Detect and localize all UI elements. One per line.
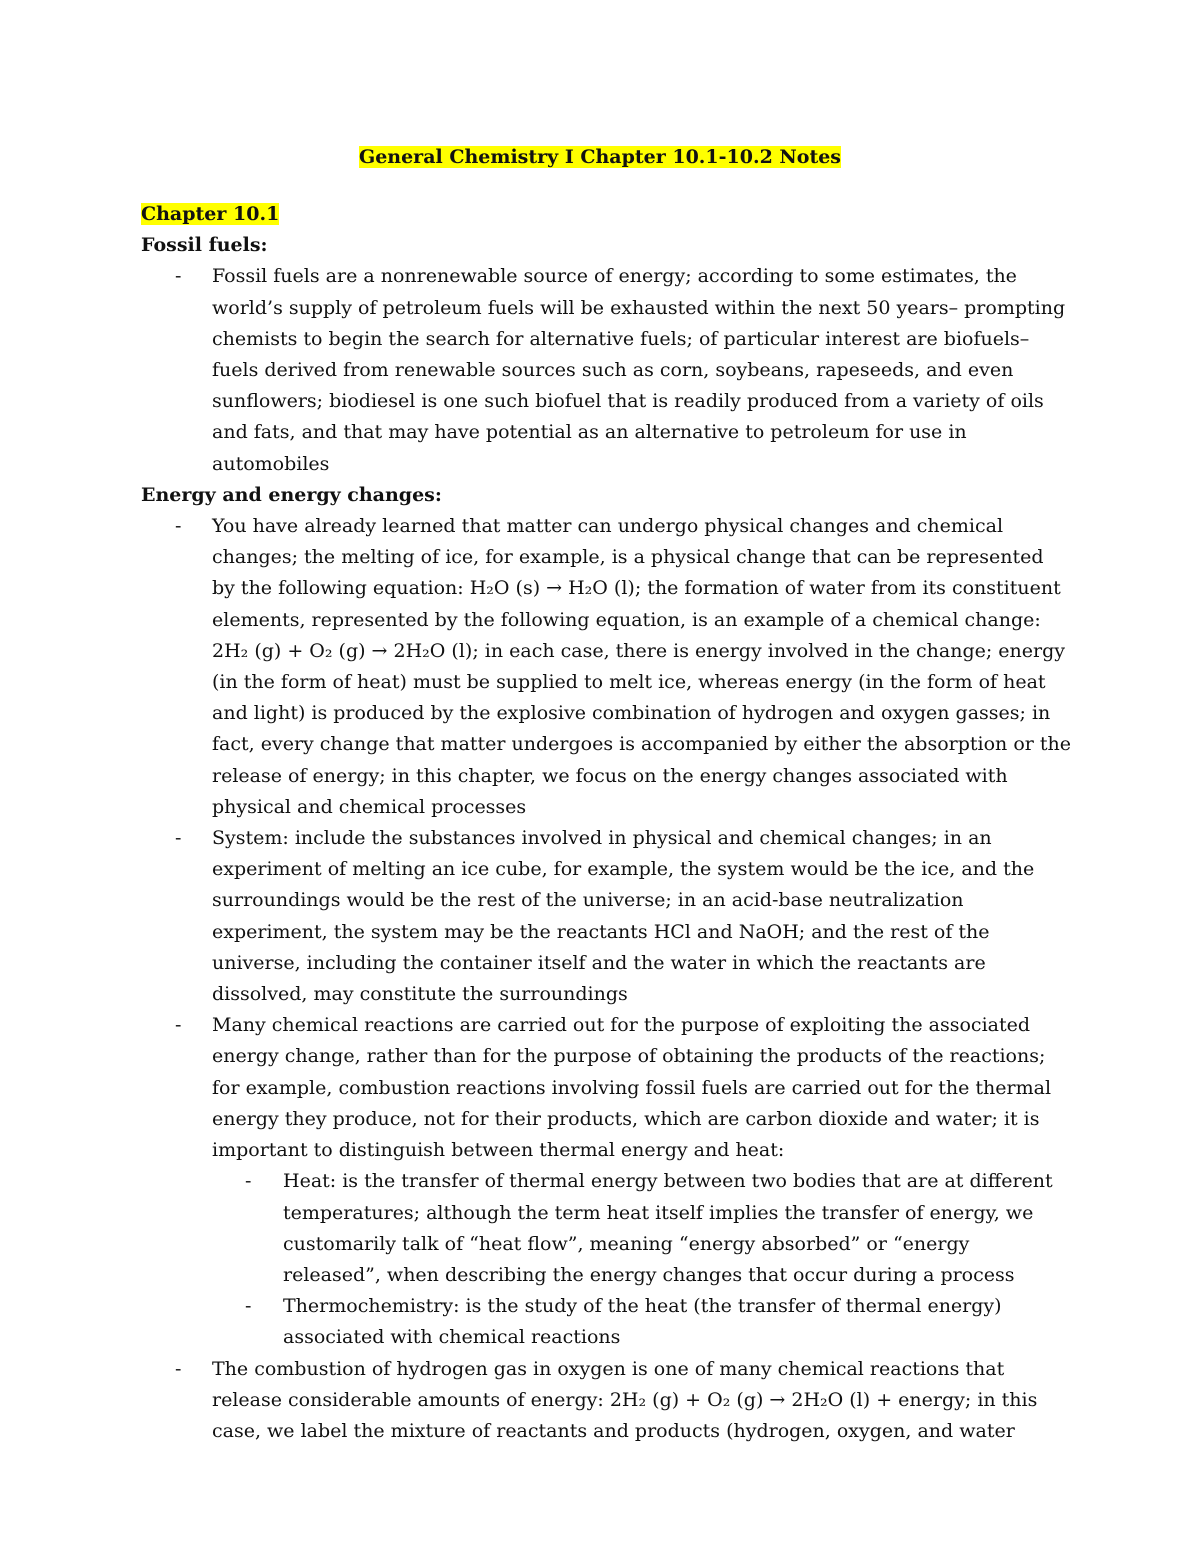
bullet-dash: - bbox=[175, 265, 182, 288]
list-item bbox=[141, 1010, 1071, 1166]
bullet-dash: - bbox=[175, 515, 182, 538]
chapter-heading-text: Chapter 10.1 bbox=[141, 203, 280, 225]
list-item bbox=[141, 823, 1071, 1010]
nested-list-item bbox=[141, 1166, 1071, 1291]
bullet-dash: - bbox=[245, 1295, 252, 1318]
list-item-text: + energy; in this case, we label the mixture of reactants and products (hydrogen, oxygen, and water bbox=[212, 1388, 1038, 1442]
list-item-text: Fossil fuels are a nonrenewable source of energy; according to some estimates, the world’s supply of petroleum fuels will be exhausted within the next 50 years– prompting chemists to begin the search for alternative fuels; of particular interest are biofuels– fuels derived from renewable sources such as corn, soybeans, rapeseeds, and even sunflowers; biodiesel is one such biofuel that is readily produced from a variety of oils and fats, and that may have potential as an alternative to petroleum for use in automobiles bbox=[212, 265, 1066, 475]
list-item-text: ; the formation of water from its constituent elements, represented by the following equation, is an example of a chemical change: bbox=[212, 577, 1061, 631]
list-item bbox=[141, 1354, 1071, 1448]
bullet-dash: - bbox=[175, 1014, 182, 1037]
chapter-heading bbox=[141, 199, 1071, 230]
list-item bbox=[141, 261, 1071, 479]
equation: 2H₂ (g) + O₂ (g) → 2H₂O (l) bbox=[212, 639, 473, 662]
equation: 2H₂ (g) + O₂ (g) → 2H₂O (l) bbox=[609, 1388, 871, 1411]
bullet-dash: - bbox=[175, 827, 182, 850]
nested-list-item-text: Heat: is the transfer of thermal energy between two bodies that are at different temperatures; although the term heat itself implies the transfer of energy, we customarily talk of “heat flow”, meaning “energy absorbed” or “energy released”, when describing the energy changes that occur during a process bbox=[283, 1170, 1053, 1286]
list-item bbox=[141, 511, 1071, 823]
section-heading-fossil-fuels: Fossil fuels: bbox=[141, 234, 268, 257]
list-item-text: The combustion of hydrogen gas in oxygen is one of many chemical reactions that release considerable amounts of energy: bbox=[212, 1357, 1005, 1411]
nested-list-item bbox=[141, 1291, 1071, 1353]
bullet-dash: - bbox=[245, 1170, 252, 1193]
document-title bbox=[0, 142, 1200, 173]
list-item-text: Many chemical reactions are carried out for the purpose of exploiting the associated energy change, rather than for the purpose of obtaining the products of the reactions; for example, combustion reactions involving fossil fuels are carried out for the thermal energy they produce, not for their products, which are carbon dioxide and water; it is important to distinguish between thermal energy and heat: bbox=[212, 1014, 1052, 1162]
nested-list-item-text: Thermochemistry: is the study of the heat (the transfer of thermal energy) associated with chemical reactions bbox=[283, 1295, 1002, 1349]
section-heading-energy-changes: Energy and energy changes: bbox=[141, 483, 442, 506]
equation: H₂O (s) → H₂O (l) bbox=[469, 577, 635, 600]
bullet-dash: - bbox=[175, 1357, 182, 1380]
document-body bbox=[141, 199, 1071, 1447]
list-item-text: You have already learned that matter can undergo physical changes and chemical changes; the melting of ice, for example, is a physical change that can be represented by the following equation: bbox=[212, 515, 1044, 600]
document-title-text: General Chemistry I Chapter 10.1-10.2 Notes bbox=[358, 146, 842, 168]
list-item-text: System: include the substances involved in physical and chemical changes; in an experiment of melting an ice cube, for example, the system would be the ice, and the surroundings would be the rest of the universe; in an acid-base neutralization experiment, the system may be the reactants HCl and NaOH; and the rest of the universe, including the container itself and the water in which the reactants are dissolved, may constitute the surroundings bbox=[212, 827, 1035, 1006]
list-item-text: ; in each case, there is energy involved in the change; energy (in the form of heat) must be supplied to melt ice, whereas energy (in the form of heat and light) is produced by the explosive combination of hydrogen and oxygen gasses; in fact, every change that matter undergoes is accompanied by either the absorption or the release of energy; in this chapter, we focus on the energy changes associated with physical and chemical processes bbox=[212, 639, 1071, 818]
